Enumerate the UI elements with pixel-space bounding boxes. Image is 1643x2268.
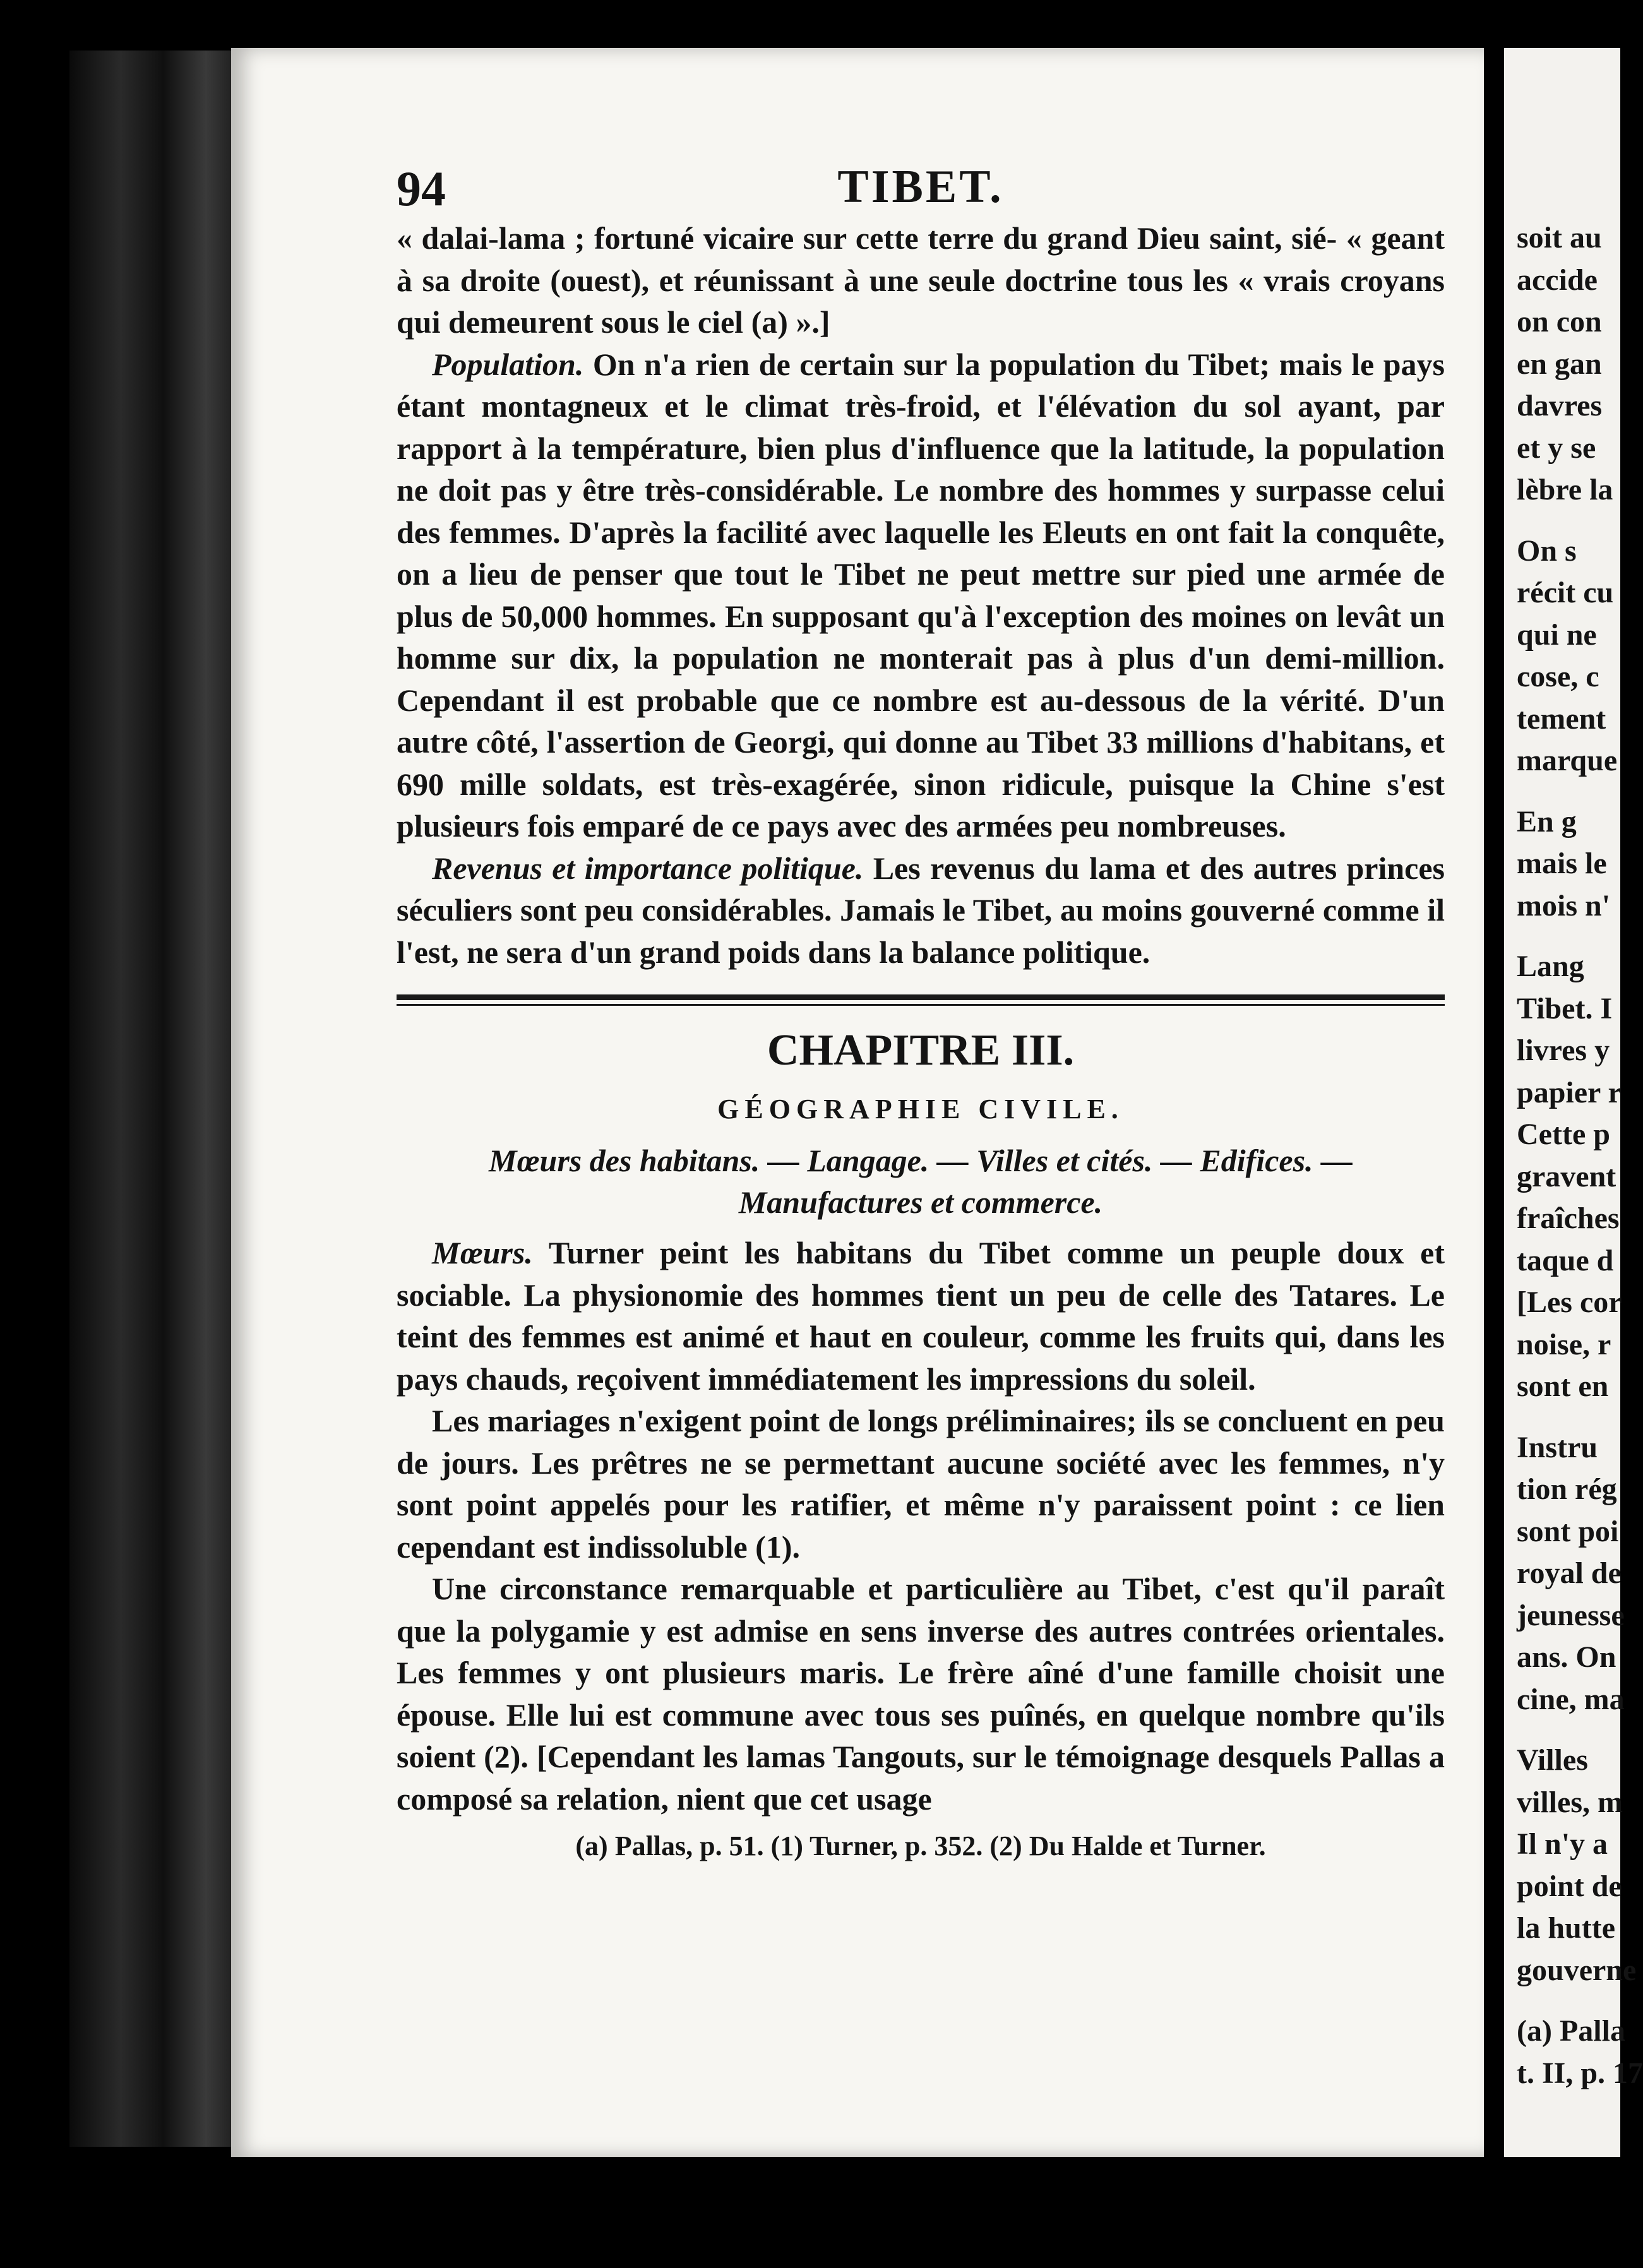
- right-page-line: On s: [1517, 534, 1577, 568]
- paragraph-text: On n'a rien de certain sur la population du Tibet; mais le pays étant montagneux et le climat très-froid, et l'élévation du sol ayant, par rapport à la température, bien plus d'influence que la latitude, la population ne doit pas y être très-considérable. Le nombre des hommes y surpasse celui des femmes. D'après la facilité avec laquelle les Eleuts en ont fait la conquête, on a lieu de penser que tout le Tibet ne peut mettre sur pied une armée de plus de 50,000 hommes. En supposant qu'à l'exception des moines on levât un homme sur dix, la population ne monterait pas à plus d'un demi-million. Cependant il est probable que ce nombre est au-dessous de la vérité. D'un autre côté, l'assertion de Georgi, qui donne au Tibet 33 millions d'habitans, et 690 mille soldats, est très-exagérée, sinon ridicule, puisque la Chine s'est plusieurs fois emparé de ce pays avec des armées peu nombreuses.: [397, 346, 1445, 844]
- right-page-line: taque d: [1517, 1243, 1614, 1277]
- footnotes: (a) Pallas, p. 51. (1) Turner, p. 352. (2) Du Halde et Turner.: [575, 1830, 1266, 1861]
- paragraph-revenus: [397, 847, 1445, 974]
- paragraph-gap: [1504, 782, 1643, 801]
- right-page-line: sont en: [1517, 1370, 1609, 1403]
- right-page-line: livres y: [1517, 1034, 1610, 1067]
- book-spine-shadow: [69, 51, 240, 2147]
- right-page-line: lèbre la: [1517, 473, 1613, 506]
- paragraph-lead: Population.: [432, 346, 584, 382]
- right-page-line: marque: [1517, 744, 1618, 777]
- right-page-line: t. II, p. 17: [1517, 2056, 1643, 2090]
- paragraph-gap: [1504, 1408, 1643, 1427]
- book-page-left: [231, 48, 1484, 2157]
- right-page-line: mois n': [1517, 888, 1611, 922]
- right-page-line: villes, m: [1517, 1785, 1623, 1819]
- right-page-line: [Les cor: [1517, 1286, 1622, 1319]
- rule-thick: [397, 994, 1445, 1000]
- right-page-line: Il n'y a: [1517, 1827, 1608, 1861]
- right-page-line: accide: [1517, 263, 1598, 297]
- right-page-line: Lang: [1517, 950, 1584, 983]
- right-page-line: Villes: [1517, 1743, 1588, 1777]
- right-page-line: cine, ma: [1517, 1682, 1625, 1716]
- right-page-line: soit au: [1517, 221, 1602, 254]
- paragraph-lead: Mœurs.: [432, 1235, 533, 1270]
- paragraph-text: Turner peint les habitans du Tibet comme un peuple doux et sociable. La physionomie des hommes tient un peu de celle des Tatares. Le teint des femmes est animé et haut en couleur, comme les fruits qui, dans les pays chauds, reçoivent immédiatement les impressions du soleil.: [397, 1235, 1445, 1397]
- paragraph-moeurs: [397, 1232, 1445, 1400]
- right-page-line: En g: [1517, 804, 1577, 839]
- right-page-line: fraîches: [1517, 1202, 1620, 1235]
- paragraph-text: Les revenus du lama et des autres princes séculiers sont peu considérables. Jamais le Tibet, au moins gouverné comme il l'est, ne sera d'un grand poids dans la balance politique.: [397, 850, 1445, 970]
- rule-thin: [397, 1004, 1445, 1006]
- right-page-line: on con: [1517, 305, 1602, 338]
- paragraph-text: Une circonstance remarquable et particulière au Tibet, c'est qu'il paraît que la polygamie y est admise en sens inverse des autres contrées orientales. Les femmes y ont plusieurs maris. Le frère aîné d'une famille choisit une épouse. Elle lui est commune avec tous ses puînés, en quelque nombre qu'ils soient (2). [Cependant les lamas Tangouts, sur le témoignage desquels Pallas a composé sa relation, nient que cet usage: [397, 1571, 1445, 1817]
- right-page-line: point de: [1517, 1869, 1622, 1903]
- paragraph-polygamie: [397, 1568, 1445, 1820]
- chapter-subtitle: GÉOGRAPHIE CIVILE.: [717, 1094, 1124, 1125]
- right-page-line: Cette p: [1517, 1118, 1610, 1151]
- page-number: 94: [397, 161, 446, 216]
- page-gap: [1484, 38, 1504, 2172]
- paragraph-quote-end: « dalai-lama ; fortuné vicaire sur cette terre du grand Dieu saint, sié- « geant à sa droite (ouest), et réunissant à une seule doctrine tous les « vrais croyans qui demeurent sous le ciel (a) ».]: [397, 220, 1445, 340]
- paragraph-gap: [1504, 1991, 1643, 2010]
- right-page-line: sont poi: [1517, 1514, 1619, 1548]
- paragraph-gap: [1504, 1721, 1643, 1740]
- right-page-text: [1504, 217, 1643, 2094]
- right-page-line: gouverne: [1517, 1953, 1637, 1987]
- right-page-line: et y se: [1517, 431, 1596, 465]
- paragraph-mariages: [397, 1400, 1445, 1568]
- page-body: [397, 217, 1445, 1865]
- running-title: TIBET.: [837, 161, 1004, 213]
- right-page-line: mais le: [1517, 847, 1607, 880]
- right-page-line: qui ne: [1517, 618, 1597, 652]
- paragraph-gap: [1504, 927, 1643, 946]
- right-page-line: tion rég: [1517, 1472, 1617, 1506]
- right-page-line: ans. On: [1517, 1640, 1616, 1674]
- paragraph-text: Les mariages n'exigent point de longs préliminaires; ils se concluent en peu de jours. Les prêtres ne se permettant aucune société avec les femmes, n'y sont point appelés pour les ratifier, et même n'y paraissent point : ce lien cependant est indissoluble (1).: [397, 1403, 1445, 1565]
- right-page-line: davres: [1517, 389, 1603, 422]
- paragraph-population: [397, 343, 1445, 847]
- right-page-line: noise, r: [1517, 1327, 1611, 1361]
- right-page-line: la hutte: [1517, 1911, 1615, 1945]
- chapter-title: CHAPITRE III.: [767, 1026, 1075, 1075]
- chapter-summary: Mœurs des habitans. — Langage. — Villes et cités. — Edifices. — Manufactures et commerce.: [488, 1143, 1353, 1220]
- paragraph-lead: Revenus et importance politique.: [432, 850, 864, 886]
- right-page-line: papier r: [1517, 1075, 1622, 1109]
- right-page-line: en gan: [1517, 347, 1602, 381]
- book-page-right-fragment: [1504, 48, 1643, 2157]
- right-page-line: Instru: [1517, 1430, 1598, 1464]
- right-page-line: jeunesse: [1517, 1598, 1625, 1632]
- right-page-line: royal de: [1517, 1556, 1622, 1590]
- section-rule: [397, 994, 1445, 1006]
- right-page-line: cose, c: [1517, 660, 1599, 693]
- right-page-line: Tibet. I: [1517, 991, 1613, 1025]
- running-head: [397, 160, 1445, 217]
- paragraph-gap: [1504, 511, 1643, 530]
- right-page-line: récit cu: [1517, 576, 1614, 609]
- right-page-line: gravent: [1517, 1159, 1616, 1193]
- right-page-line: (a) Palla: [1517, 2014, 1625, 2048]
- right-page-line: tement: [1517, 701, 1606, 736]
